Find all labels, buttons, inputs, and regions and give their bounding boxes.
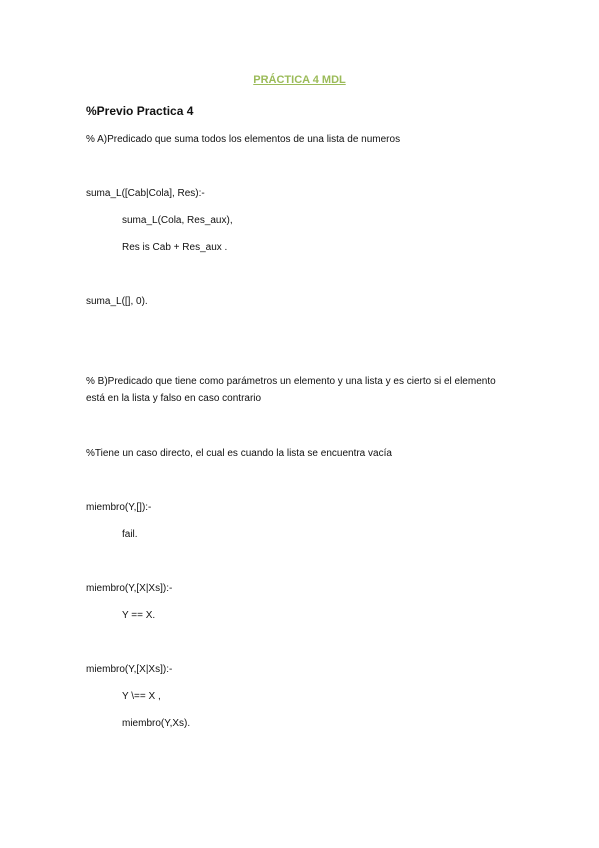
document-heading: %Previo Practica 4 xyxy=(86,104,194,118)
code-line: suma_L([], 0). xyxy=(86,296,148,307)
code-line: suma_L(Cola, Res_aux), xyxy=(122,215,233,226)
section-b-note: %Tiene un caso directo, el cual es cuando la lista se encuentra vacía xyxy=(86,448,392,459)
code-line: miembro(Y,[X|Xs]):- xyxy=(86,583,173,594)
code-line: miembro(Y,Xs). xyxy=(122,718,191,729)
code-line: fail. xyxy=(122,529,138,540)
code-line: miembro(Y,[]):- xyxy=(86,502,152,513)
code-line: Res is Cab + Res_aux . xyxy=(122,242,228,253)
code-line: Y \== X , xyxy=(122,691,161,702)
code-line: miembro(Y,[X|Xs]):- xyxy=(86,664,173,675)
section-a-comment: % A)Predicado que suma todos los elementos de una lista de numeros xyxy=(86,134,401,145)
code-line: Y == X. xyxy=(122,610,156,621)
document-title: PRÁCTICA 4 MDL xyxy=(253,74,346,86)
section-b-comment: % B)Predicado que tiene como parámetros un elemento y una lista y es cierto si el elemento está en la lista y falso en caso contrario xyxy=(86,376,496,404)
code-line: suma_L([Cab|Cola], Res):- xyxy=(86,188,205,199)
